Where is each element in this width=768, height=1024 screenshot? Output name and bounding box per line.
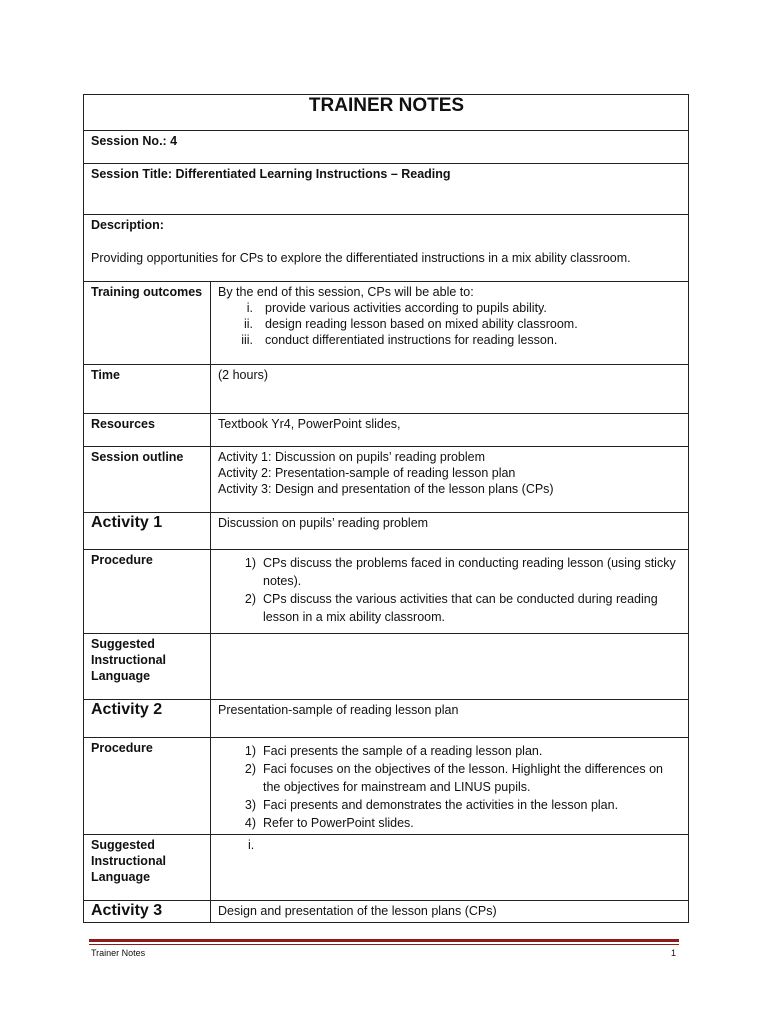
resources-label: Resources — [84, 414, 211, 447]
list-item — [218, 554, 682, 590]
session-title: Session Title: Differentiated Learning Instructions – Reading — [84, 164, 689, 215]
session-number: Session No.: 4 — [84, 131, 689, 164]
list-item — [218, 814, 682, 832]
list-text: design reading lesson based on mixed ability classroom. — [265, 317, 578, 331]
training-outcomes-intro: By the end of this session, CPs will be able to: — [218, 285, 474, 299]
list-marker: 3) — [244, 798, 256, 812]
activity-1-procedure-cell — [211, 550, 689, 634]
training-outcomes-label: Training outcomes — [84, 282, 211, 365]
list-marker: 4) — [244, 816, 256, 830]
time-label: Time — [84, 365, 211, 414]
list-item — [218, 590, 682, 626]
list-text: Refer to PowerPoint slides. — [263, 816, 414, 830]
list-text: CPs discuss the problems faced in conducting reading lesson (using sticky notes). — [263, 556, 676, 588]
document-title: TRAINER NOTES — [84, 95, 689, 131]
session-outline-cell — [211, 447, 689, 513]
description-text: Providing opportunities for CPs to explore the differentiated instructions in a mix ability classroom. — [91, 251, 631, 265]
list-marker: i. — [246, 301, 253, 315]
activity-1-title: Discussion on pupils’ reading problem — [211, 513, 689, 550]
list-marker: iii. — [241, 333, 253, 347]
page-number: 1 — [671, 948, 677, 958]
list-text: Faci presents the sample of a reading lesson plan. — [263, 744, 543, 758]
list-item — [218, 742, 682, 760]
list-item — [218, 316, 682, 332]
description-label: Description: — [91, 218, 164, 232]
session-outline-label: Session outline — [84, 447, 211, 513]
description-cell — [84, 215, 689, 282]
list-marker: i. — [248, 838, 255, 852]
resources-value: Textbook Yr4, PowerPoint slides, — [211, 414, 689, 447]
session-outline-line: Activity 3: Design and presentation of the lesson plans (CPs) — [218, 482, 554, 496]
list-marker: ii. — [243, 317, 253, 331]
list-text: CPs discuss the various activities that can be conducted during reading lesson in a mix ability classroom. — [263, 592, 658, 624]
session-outline-line: Activity 1: Discussion on pupils’ reading problem — [218, 450, 486, 464]
trainer-notes-table — [83, 94, 689, 923]
list-item — [218, 300, 682, 316]
list-text: conduct differentiated instructions for reading lesson. — [265, 333, 558, 347]
activity-2-procedure-label: Procedure — [84, 738, 211, 835]
activity-3-label: Activity 3 — [84, 901, 211, 923]
activity-2-language-cell — [211, 835, 689, 901]
list-marker: 2) — [244, 762, 256, 776]
activity-1-procedure-label: Procedure — [84, 550, 211, 634]
activity-2-title: Presentation-sample of reading lesson plan — [211, 700, 689, 738]
activity-2-procedure-cell — [211, 738, 689, 835]
list-marker: 1) — [244, 556, 256, 570]
list-item — [218, 332, 682, 348]
list-text: Faci focuses on the objectives of the lesson. Highlight the differences on the objectives for mainstream and LINUS pupils. — [263, 762, 664, 794]
activity-1-language-label: Suggested Instructional Language — [84, 634, 211, 700]
list-text: provide various activities according to pupils ability. — [265, 301, 547, 315]
activity-1-language-cell — [211, 634, 689, 700]
activity-2-language-label: Suggested Instructional Language — [84, 835, 211, 901]
footer-rule — [89, 939, 679, 942]
activity-1-label: Activity 1 — [84, 513, 211, 550]
list-item — [218, 760, 682, 796]
list-marker: 2) — [244, 592, 256, 606]
training-outcomes-cell — [211, 282, 689, 365]
activity-3-title: Design and presentation of the lesson plans (CPs) — [211, 901, 689, 923]
time-value: (2 hours) — [211, 365, 689, 414]
session-outline-line: Activity 2: Presentation-sample of reading lesson plan — [218, 466, 516, 480]
footer-rule-thin — [89, 944, 679, 945]
list-marker: 1) — [244, 744, 256, 758]
list-text: Faci presents and demonstrates the activities in the lesson plan. — [263, 798, 619, 812]
activity-2-procedure-list — [218, 742, 682, 832]
activity-1-procedure-list — [218, 554, 682, 626]
training-outcomes-list — [218, 300, 682, 348]
footer-text: Trainer Notes — [91, 948, 146, 958]
list-item — [218, 796, 682, 814]
activity-2-label: Activity 2 — [84, 700, 211, 738]
